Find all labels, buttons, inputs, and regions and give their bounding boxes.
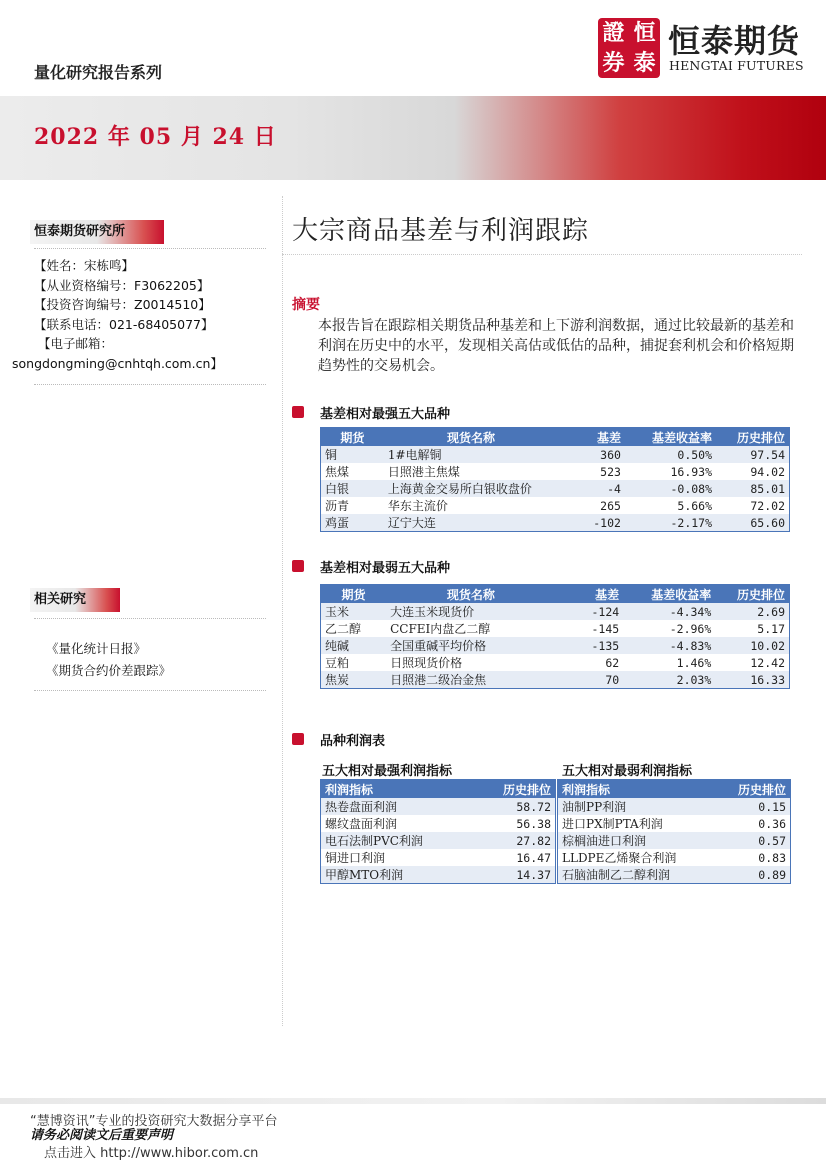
sidebar-divider [34, 248, 266, 249]
table-row [558, 832, 791, 849]
cell-history-rank: 10.02 [715, 637, 789, 654]
abstract-text: 本报告旨在跟踪相关期货品种基差和上下游利润数据，通过比较最新的基差和利润在历史中的水平，发现相关高估或低估的品种，捕捉套利机会和价格短期趋势性的交易机会。 [318, 318, 794, 374]
cell-basis-yield: -0.08% [625, 480, 716, 497]
analyst-contact [12, 256, 223, 373]
weak-profit-table [557, 779, 791, 884]
cell-basis: 265 [558, 497, 625, 514]
table-row [558, 815, 791, 832]
related-item[interactable]: 《期货合约价差跟踪》 [46, 663, 172, 678]
cell-history-rank: 56.38 [474, 815, 556, 832]
sidebar-divider [34, 384, 266, 385]
table-row [321, 832, 556, 849]
col-basis-yield: 基差收益率 [623, 585, 715, 604]
table-header-row [321, 585, 790, 604]
cell-basis: -4 [558, 480, 625, 497]
contact-advisory-id: 【投资咨询编号：Z0014510】 [34, 297, 211, 312]
col-history-rank: 历史排位 [716, 428, 789, 447]
table-row [321, 463, 790, 480]
table-row [558, 798, 791, 815]
footer-platform-text: “慧博资讯”专业的投资研究大数据分享平台 [30, 1114, 278, 1129]
cell-basis-yield: -2.96% [623, 620, 715, 637]
cell-indicator: 油制PP利润 [558, 798, 718, 815]
related-research-tag: 相关研究 [30, 588, 120, 612]
table-row [321, 603, 790, 620]
report-series-label: 量化研究报告系列 [34, 63, 163, 82]
related-item[interactable]: 《量化统计日报》 [46, 641, 147, 656]
cell-futures: 豆粕 [321, 654, 387, 671]
table-row [321, 654, 790, 671]
footer-band [0, 1098, 826, 1104]
col-basis: 基差 [558, 428, 625, 447]
cell-history-rank: 16.33 [715, 671, 789, 689]
table-row [321, 798, 556, 815]
cell-indicator: 石脑油制乙二醇利润 [558, 866, 718, 884]
table-row [558, 849, 791, 866]
report-title: 大宗商品基差与利润跟踪 [292, 216, 590, 246]
col-profit-indicator: 利润指标 [558, 780, 718, 799]
cell-basis-yield: 1.46% [623, 654, 715, 671]
col-spot-name: 现货名称 [386, 585, 556, 604]
cell-basis-yield: -4.34% [623, 603, 715, 620]
table-row [321, 620, 790, 637]
col-history-rank: 历史排位 [474, 780, 556, 799]
cell-basis-yield: -2.17% [625, 514, 716, 532]
table-row [321, 637, 790, 654]
institute-tag: 恒泰期货研究所 [30, 220, 164, 244]
logo-seal-char: 證 [602, 20, 625, 46]
cell-indicator: 棕榈油进口利润 [558, 832, 718, 849]
cell-history-rank: 0.89 [717, 866, 790, 884]
cell-indicator: 热卷盘面利润 [321, 798, 474, 815]
cell-futures: 玉米 [321, 603, 387, 620]
col-history-rank: 历史排位 [715, 585, 789, 604]
cell-basis: 70 [556, 671, 624, 689]
cell-spot-name: CCFEI内盘乙二醇 [386, 620, 556, 637]
footer-link[interactable]: 点击进入 http://www.hibor.com.cn [44, 1146, 259, 1161]
logo-seal-char: 恒 [633, 20, 656, 46]
cell-basis: -124 [556, 603, 624, 620]
cell-history-rank: 72.02 [716, 497, 789, 514]
table-row [321, 480, 790, 497]
table-row [321, 497, 790, 514]
company-logo-seal [598, 18, 660, 78]
cell-basis: -135 [556, 637, 624, 654]
abstract-heading: 摘要 [292, 297, 320, 313]
cell-futures: 纯碱 [321, 637, 387, 654]
table-row [558, 866, 791, 884]
table-row [321, 815, 556, 832]
cell-history-rank: 27.82 [474, 832, 556, 849]
cell-history-rank: 14.37 [474, 866, 556, 884]
strong-basis-table [320, 427, 790, 532]
cell-indicator: LLDPE乙烯聚合利润 [558, 849, 718, 866]
weak-basis-heading: 基差相对最弱五大品种 [320, 561, 451, 576]
cell-history-rank: 65.60 [716, 514, 789, 532]
sidebar-divider [34, 618, 266, 619]
cell-basis: -145 [556, 620, 624, 637]
company-name-cn: 恒泰期货 [668, 22, 801, 60]
col-spot-name: 现货名称 [384, 428, 558, 447]
col-futures: 期货 [321, 428, 384, 447]
strong-profit-title: 五大相对最强利润指标 [322, 764, 453, 779]
cell-spot-name: 日照港主焦煤 [384, 463, 558, 480]
table-row [321, 671, 790, 689]
report-date: 2022 年 05 月 24 日 [34, 124, 277, 150]
cell-history-rank: 58.72 [474, 798, 556, 815]
col-basis-yield: 基差收益率 [625, 428, 716, 447]
cell-indicator: 螺纹盘面利润 [321, 815, 474, 832]
cell-basis-yield: 0.50% [625, 446, 716, 463]
contact-email-label: 【电子邮箱： [38, 336, 114, 351]
cell-spot-name: 日照现货价格 [386, 654, 556, 671]
cell-futures: 铜 [321, 446, 384, 463]
cell-history-rank: 0.83 [717, 849, 790, 866]
cell-spot-name: 华东主流价 [384, 497, 558, 514]
cell-history-rank: 12.42 [715, 654, 789, 671]
strong-basis-heading: 基差相对最强五大品种 [320, 407, 451, 422]
cell-futures: 焦炭 [321, 671, 387, 689]
cell-spot-name: 辽宁大连 [384, 514, 558, 532]
contact-qualification: 【从业资格编号：F3062205】 [34, 277, 210, 293]
cell-basis: 360 [558, 446, 625, 463]
cell-spot-name: 上海黄金交易所白银收盘价 [384, 480, 558, 497]
cell-basis-yield: 2.03% [623, 671, 715, 689]
cell-futures: 沥青 [321, 497, 384, 514]
section-icon [292, 406, 304, 418]
section-icon [292, 733, 304, 745]
section-icon [292, 560, 304, 572]
footer-disclaimer-notice: 请务必阅读文后重要声明 [30, 1128, 174, 1143]
contact-phone: 【联系电话：021-68405077】 [34, 316, 214, 332]
logo-seal-char: 券 [602, 50, 625, 76]
cell-basis-yield: -4.83% [623, 637, 715, 654]
contact-email[interactable]: songdongming@cnhtqh.com.cn】 [12, 355, 223, 371]
title-divider [282, 254, 802, 255]
table-row [321, 446, 790, 463]
cell-futures: 焦煤 [321, 463, 384, 480]
cell-basis: 62 [556, 654, 624, 671]
cell-basis: -102 [558, 514, 625, 532]
cell-futures: 鸡蛋 [321, 514, 384, 532]
cell-futures: 乙二醇 [321, 620, 387, 637]
weak-profit-title: 五大相对最弱利润指标 [562, 764, 693, 779]
table-header-row [558, 780, 791, 799]
sidebar-divider [34, 690, 266, 691]
cell-history-rank: 2.69 [715, 603, 789, 620]
table-header-row [321, 428, 790, 447]
weak-basis-table [320, 584, 790, 689]
cell-history-rank: 16.47 [474, 849, 556, 866]
contact-name: 【姓名：宋栋鸣】 [34, 258, 135, 273]
cell-indicator: 铜进口利润 [321, 849, 474, 866]
cell-history-rank: 97.54 [716, 446, 789, 463]
cell-indicator: 进口PX制PTA利润 [558, 815, 718, 832]
cell-spot-name: 1#电解铜 [384, 446, 558, 463]
table-row [321, 514, 790, 532]
cell-history-rank: 94.02 [716, 463, 789, 480]
cell-indicator: 电石法制PVC利润 [321, 832, 474, 849]
company-name-en: HENGTAI FUTURES [669, 58, 804, 73]
col-history-rank: 历史排位 [717, 780, 790, 799]
profit-heading: 品种利润表 [320, 734, 386, 749]
col-basis: 基差 [556, 585, 624, 604]
col-futures: 期货 [321, 585, 387, 604]
cell-history-rank: 85.01 [716, 480, 789, 497]
related-research-list [46, 638, 171, 682]
cell-spot-name: 日照港二级冶金焦 [386, 671, 556, 689]
col-profit-indicator: 利润指标 [321, 780, 474, 799]
cell-basis-yield: 16.93% [625, 463, 716, 480]
cell-basis-yield: 5.66% [625, 497, 716, 514]
cell-history-rank: 0.15 [717, 798, 790, 815]
logo-seal-char: 泰 [633, 50, 656, 76]
cell-history-rank: 5.17 [715, 620, 789, 637]
cell-futures: 白银 [321, 480, 384, 497]
cell-spot-name: 全国重碱平均价格 [386, 637, 556, 654]
cell-history-rank: 0.57 [717, 832, 790, 849]
column-divider [282, 196, 283, 1026]
cell-history-rank: 0.36 [717, 815, 790, 832]
strong-profit-table [320, 779, 556, 884]
cell-spot-name: 大连玉米现货价 [386, 603, 556, 620]
cell-basis: 523 [558, 463, 625, 480]
table-row [321, 866, 556, 884]
table-row [321, 849, 556, 866]
table-header-row [321, 780, 556, 799]
cell-indicator: 甲醇MTO利润 [321, 866, 474, 884]
